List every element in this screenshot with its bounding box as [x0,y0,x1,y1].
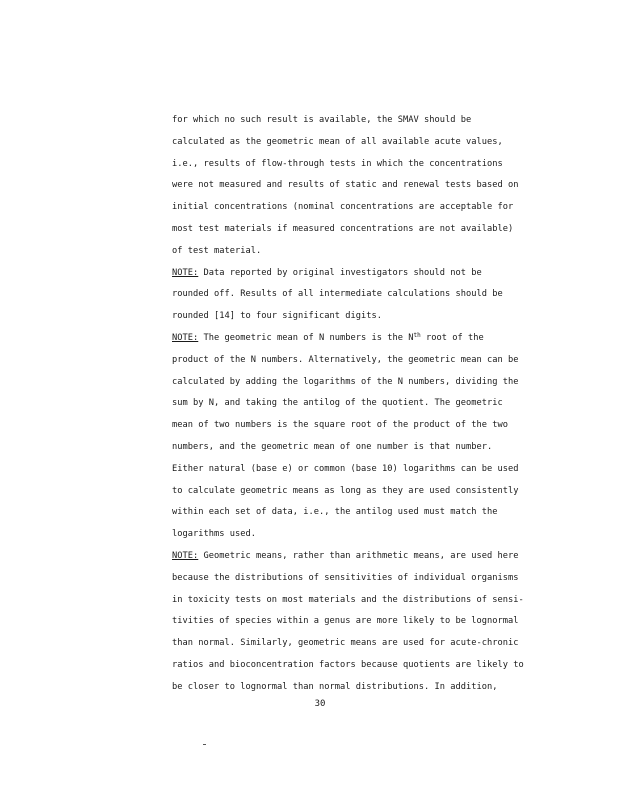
text-line: sum by N, and taking the antilog of the quotient. The geometric [172,398,503,409]
note-2-text: The geometric mean of N numbers is the N [198,332,414,343]
text-line: ratios and bioconcentration factors because quotients are likely to [172,659,524,670]
body-text [172,110,544,699]
page-number: 30 [314,699,326,709]
note-label: NOTE: [172,267,199,278]
note-1-text: Data reported by original investigators should not be [198,267,482,278]
text-line: initial concentrations (nominal concentrations are acceptable for [172,202,514,213]
text-line: for which no such result is available, the SMAV should be [172,115,472,125]
text-line: because the distributions of sensitivities of individual organisms [172,572,519,583]
text-line: logarithms used. [172,529,257,540]
note-3-text: Geometric means, rather than arithmetic means, are used here [198,550,519,561]
text-line: calculated as the geometric mean of all available acute values, [172,136,503,147]
note-2-text-end: root of the [420,332,484,343]
text-line: rounded off. Results of all intermediate calculations should be [172,289,503,300]
text-line: were not measured and results of static and renewal tests based on [172,180,519,191]
text-line: be closer to lognormal than normal distributions. In addition, [172,681,498,692]
note-2-first-line [172,328,544,350]
text-line: product of the N numbers. Alternatively, the geometric mean can be [172,354,519,365]
text-line: within each set of data, i.e., the antilog used must match the [172,507,498,518]
text-line: numbers, and the geometric mean of one number is that number. [172,441,493,452]
text-line: tivities of species within a genus are more likely to be lognormal [172,616,519,627]
scan-speck [203,744,206,745]
text-line: most test materials if measured concentrations are not available) [172,223,514,234]
text-line: than normal. Similarly, geometric means are used for acute-chronic [172,638,519,649]
text-line: calculated by adding the logarithms of the N numbers, dividing the [172,376,519,387]
text-line: mean of two numbers is the square root of the product of the two [172,420,509,431]
text-line: i.e., results of flow-through tests in which the concentrations [172,158,503,169]
text-line: Either natural (base e) or common (base 10) logarithms can be used [172,463,519,474]
text-line: rounded [14] to four significant digits. [172,311,383,322]
note-label: NOTE: [172,550,199,561]
note-3-first-line [172,546,544,568]
note-label: NOTE: [172,332,199,343]
text-line: of test material. [172,245,262,256]
text-line: in toxicity tests on most materials and the distributions of sensi- [172,594,524,605]
note-1-first-line [172,263,544,285]
text-line: to calculate geometric means as long as they are used consistently [172,485,519,496]
superscript-th: th [413,331,421,339]
